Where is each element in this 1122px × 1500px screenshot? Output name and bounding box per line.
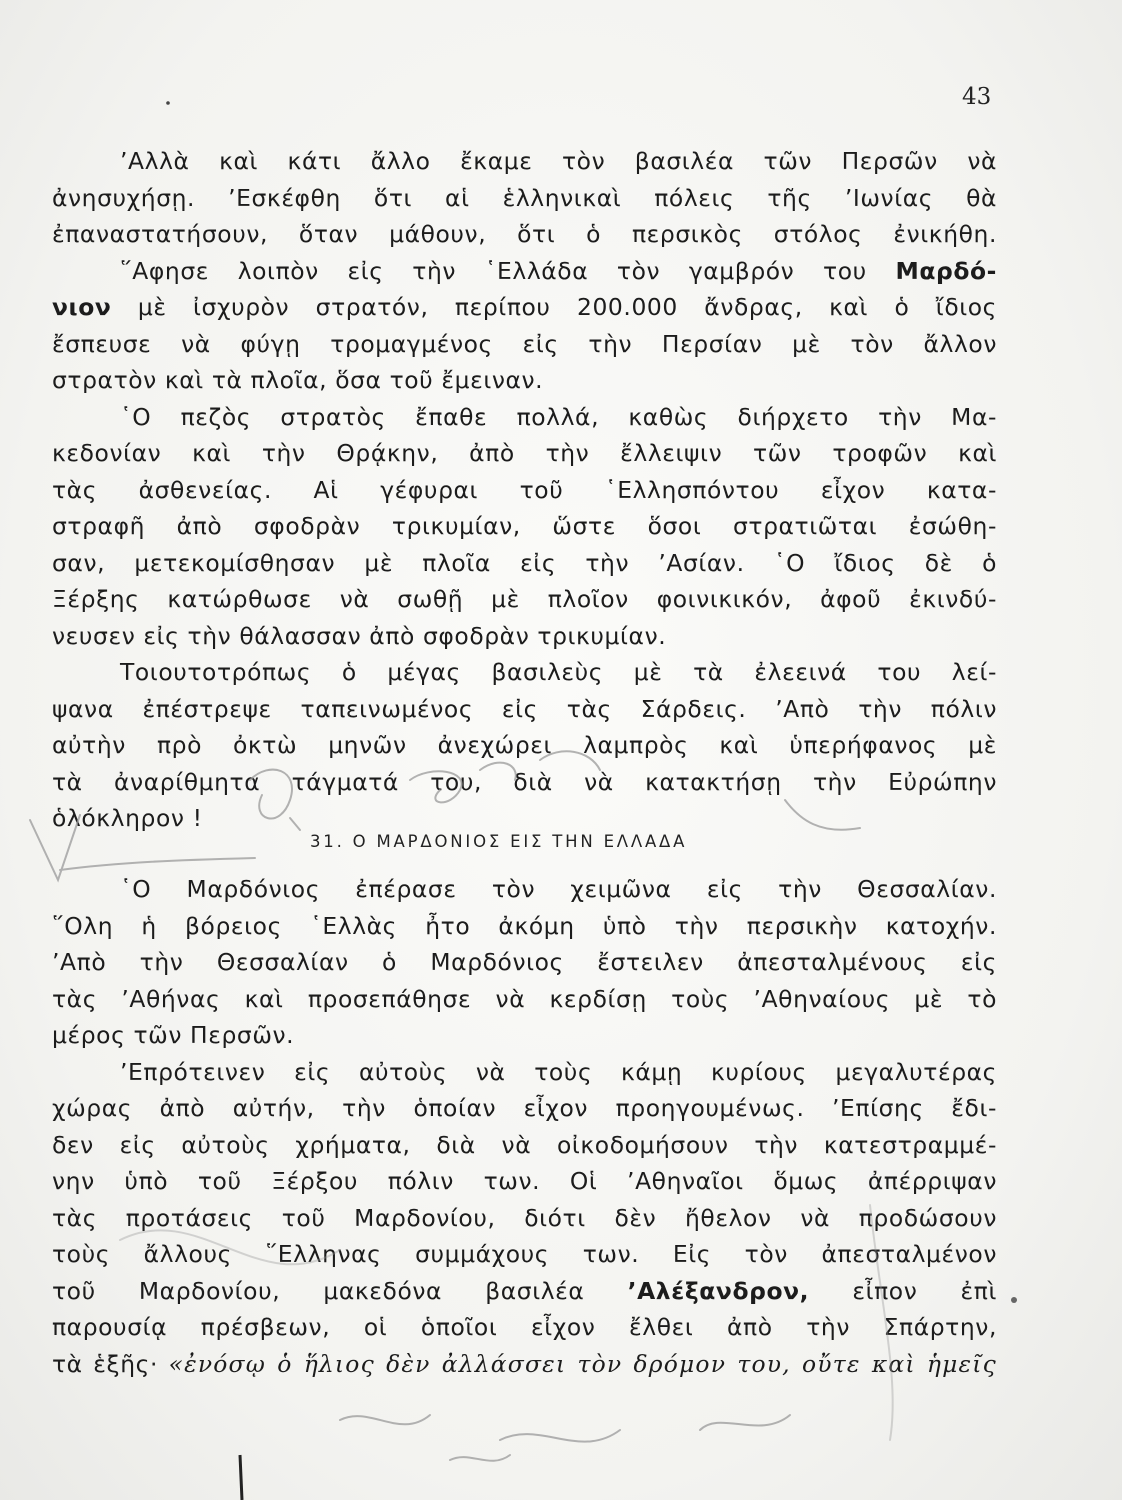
text-line: τοὺς ἄλλους ῞Ελληνας συμμάχους των. Εἰς τὸν ἀπεσταλμένον: [52, 1240, 997, 1268]
text-line: σαν, μετεκομίσθησαν μὲ πλοῖα εἰς τὴν ’Ασίαν. ῾Ο ἴδιος δὲ ὁ: [52, 548, 997, 577]
bold-name-mardonios-cont: νιον: [52, 293, 112, 321]
text-line: Ξέρξης κατώρθωσε νὰ σωθῇ μὲ πλοῖον φοινικικόν, ἀφοῦ ἐκινδύ-: [52, 585, 997, 613]
section-1-body: [52, 143, 997, 837]
text-span: τοῦ Μαρδονίου, μακεδόνα βασιλέα: [52, 1276, 585, 1305]
italic-quote: «ἐνόσῳ ὁ ἥλιος δὲν ἀλλάσσει τὸν δρόμον του, οὔτε καὶ ἡμεῖς: [168, 1349, 997, 1378]
text-line: ῾Ο πεζὸς στρατὸς ἔπαθε πολλά, καθὼς διήρχετο τὴν Μα-: [120, 402, 997, 431]
text-line: Τοιουτοτρόπως ὁ μέγας βασιλεὺς μὲ τὰ ἐλεεινά του λεί-: [120, 658, 997, 686]
text-span: ῞Αφησε λοιπὸν εἰς τὴν ῾Ελλάδα τὸν γαμβρόν του: [120, 256, 867, 285]
text-line: μέρος τῶν Περσῶν.: [52, 1021, 295, 1049]
ink-dot: [1011, 1297, 1017, 1303]
page-number: 43: [962, 84, 992, 110]
text-line: τὰς προτάσεις τοῦ Μαρδονίου, διότι δὲν ἤθελον νὰ προδώσουν: [52, 1203, 997, 1232]
text-line: ῾Ο Μαρδόνιος ἐπέρασε τὸν χειμῶνα εἰς τὴν Θεσσαλίαν.: [120, 875, 997, 903]
text-line: [52, 1273, 997, 1310]
text-span: τὰ ἑξῆς·: [52, 1349, 158, 1378]
bold-name-mardonios: Μαρδό-: [895, 256, 997, 285]
margin-pen-mark: [240, 1455, 242, 1500]
text-line: [52, 1346, 997, 1383]
text-line: ’Επρότεινεν εἰς αὐτοὺς νὰ τοὺς κάμῃ κυρίους μεγαλυτέρας: [120, 1057, 997, 1086]
text-line: νευσεν εἰς τὴν θάλασσαν ἀπὸ σφοδρὰν τρικυμίαν.: [52, 621, 667, 650]
bold-name-alexandros: ’Αλέξανδρον,: [627, 1276, 810, 1305]
text-line: τὰς ἀσθενείας. Αἱ γέφυραι τοῦ ῾Ελλησπόντου εἶχον κατα-: [52, 475, 997, 504]
text-line: στρατὸν καὶ τὰ πλοῖα, ὅσα τοῦ ἔμειναν.: [52, 366, 544, 394]
text-line: ψανα ἐπέστρεψε ταπεινωμένος εἰς τὰς Σάρδεις. ’Απὸ τὴν πόλιν: [52, 694, 997, 723]
text-line: χώρας ἀπὸ αὐτήν, τὴν ὁποίαν εἶχον προηγουμένως. ’Επίσης ἔδι-: [52, 1094, 997, 1122]
text-line: τὰς ’Αθήνας καὶ προσεπάθησε νὰ κερδίσῃ τοὺς ’Αθηναίους μὲ τὸ: [52, 984, 997, 1013]
text-line: [52, 289, 997, 326]
text-line: ῞Ολη ἡ βόρειος ῾Ελλὰς ἦτο ἀκόμη ὑπὸ τὴν περσικὴν κατοχήν.: [52, 911, 997, 940]
text-line: στραφῆ ἀπὸ σφοδρὰν τρικυμίαν, ὥστε ὅσοι στρατιῶται ἐσώθη-: [52, 512, 997, 540]
text-line: ὁλόκληρον !: [52, 804, 203, 832]
text-line: ἐπαναστατήσουν, ὅταν μάθουν, ὅτι ὁ περσικὸς στόλος ἐνικήθη.: [52, 220, 997, 248]
text-line: ’Αλλὰ καὶ κάτι ἄλλο ἔκαμε τὸν βασιλέα τῶν Περσῶν νὰ: [120, 147, 997, 175]
text-line: αὐτὴν πρὸ ὀκτὼ μηνῶν ἀνεχώρει λαμπρὸς καὶ ὑπερήφανος μὲ: [52, 731, 997, 759]
ink-dot: [166, 101, 170, 105]
text-line: ἔσπευσε νὰ φύγῃ τρομαγμένος εἰς τὴν Περσίαν μὲ τὸν ἄλλον: [52, 329, 997, 358]
text-line: τὰ ἀναρίθμητα τάγματά του, διὰ νὰ κατακτήσῃ τὴν Εὐρώπην: [52, 767, 997, 796]
text-span: μὲ ἰσχυρὸν στρατόν, περίπου 200.000 ἄνδρας, καὶ ὁ ἴδιος: [137, 293, 997, 321]
text-line: νην ὑπὸ τοῦ Ξέρξου πόλιν των. Οἱ ’Αθηναῖοι ὅμως ἀπέρριψαν: [52, 1167, 997, 1195]
text-line: ἀνησυχήσῃ. ’Εσκέφθη ὅτι αἱ ἑλληνικαὶ πόλεις τῆς ’Ιωνίας θὰ: [52, 183, 997, 212]
text-line: [52, 253, 997, 290]
section-heading: 31. Ο ΜΑΡΔΟΝΙΟΣ ΕΙΣ ΤΗΝ ΕΛΛΑΔΑ: [310, 832, 688, 851]
text-line: παρουσίᾳ πρέσβεων, οἱ ὁποῖοι εἶχον ἔλθει ἀπὸ τὴν Σπάρτην,: [52, 1313, 997, 1341]
section-2-body: [52, 871, 997, 1382]
text-span: εἶπον ἐπὶ: [852, 1276, 997, 1305]
text-line: ’Απὸ τὴν Θεσσαλίαν ὁ Μαρδόνιος ἔστειλεν ἀπεσταλμένους εἰς: [52, 948, 997, 976]
text-line: δεν εἰς αὐτοὺς χρήματα, διὰ νὰ οἰκοδομήσουν τὴν κατεστραμμέ-: [52, 1130, 997, 1159]
text-line: κεδονίαν καὶ τὴν Θρᾴκην, ἀπὸ τὴν ἔλλειψιν τῶν τροφῶν καὶ: [52, 439, 997, 467]
